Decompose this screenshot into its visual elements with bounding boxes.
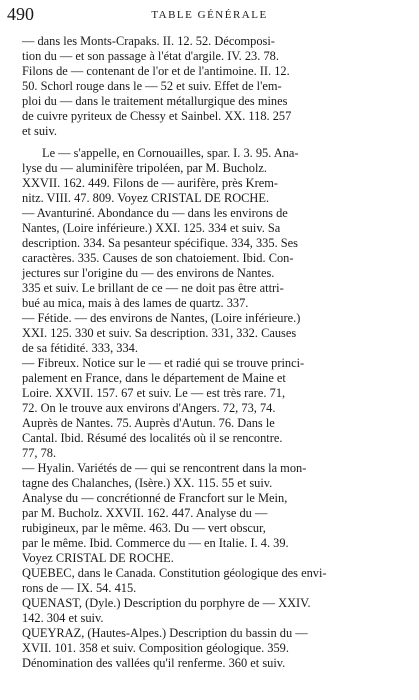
text-line: description. 334. Sa pesanteur spécifique. 334, 335. Ses <box>22 236 298 250</box>
text-line: Cantal. Ibid. Résumé des localités où il se rencontre. <box>22 431 283 445</box>
text-line: Analyse du — concrétionné de Francfort sur le Mein, <box>22 491 288 505</box>
entry-queyraz: QUEYRAZ, (Hautes-Alpes.) Description du bassin du — <box>22 626 308 640</box>
text-line: 142. 304 et suiv. <box>22 611 104 625</box>
text-line: rubigineux, par le même. 463. Du — vert obscur, <box>22 521 266 535</box>
text-line: lyse du — aluminifère tripoléen, par M. Bucholz. <box>22 161 267 175</box>
text-line: jectures sur l'origine du — des environs de Nantes. <box>22 266 275 280</box>
text-line: Nantes, (Loire inférieure.) XXI. 125. 334 et suiv. Sa <box>22 221 281 235</box>
entry-quebec: QUEBEC, dans le Canada. Constitution géologique des envi- <box>22 566 327 580</box>
entry-avanturine: — Avanturiné. Abondance du — dans les environs de <box>22 206 288 220</box>
text-line: par le même. Ibid. Commerce du — en Italie. I. 4. 39. <box>22 536 289 550</box>
text-line: Le — s'appelle, en Cornouailles, spar. I. 3. 95. Ana- <box>42 146 299 160</box>
text-line: — dans les Monts-Crapaks. II. 12. 52. Décomposi- <box>22 34 275 48</box>
text-line: XVII. 101. 358 et suiv. Composition géologique. 359. <box>22 641 289 655</box>
text-line: ploi du — dans le traitement métallurgique des mines <box>22 94 288 108</box>
running-title: TABLE GÉNÉRALE <box>151 9 268 21</box>
text-line: de cuivre pyriteux de Chessy et Sainbel. XX. 118. 257 <box>22 109 292 123</box>
text-line: palement en France, dans le département de Maine et <box>22 371 286 385</box>
running-header <box>0 4 419 26</box>
text-line: tion du — et son passage à l'état d'argile. IV. 23. 78. <box>22 49 279 63</box>
text-line: 50. Schorl rouge dans le — 52 et suiv. Effet de l'em- <box>22 79 282 93</box>
entry-fetide: — Fétide. — des environs de Nantes, (Loire inférieure.) <box>22 311 301 325</box>
text-line: XXVII. 162. 449. Filons de — aurifère, près Krem- <box>22 176 279 190</box>
entry-hyalin: — Hyalin. Variétés de — qui se rencontrent dans la mon- <box>22 461 307 475</box>
text-line: Auprès de Nantes. 75. Auprès d'Autun. 76. Dans le <box>22 416 275 430</box>
text-line: Voyez CRISTAL DE ROCHE. <box>22 551 174 565</box>
paragraph-gap <box>22 139 410 146</box>
text-line: bué au mica, mais à des lames de quartz. 337. <box>22 296 249 310</box>
text-line: Loire. XXVII. 157. 67 et suiv. Le — est très rare. 71, <box>22 386 286 400</box>
text-line: Filons de — contenant de l'or et de l'antimoine. II. 12. <box>22 64 290 78</box>
text-line: nitz. VIII. 47. 809. Voyez CRISTAL DE ROCHE. <box>22 191 270 205</box>
text-line: et suiv. <box>22 124 57 138</box>
text-line: caractères. 335. Causes de son chatoiement. Ibid. Con- <box>22 251 294 265</box>
text-line: 72. On le trouve aux environs d'Angers. 72, 73, 74. <box>22 401 276 415</box>
text-line: rons de — IX. 54. 415. <box>22 581 137 595</box>
text-line: Dénomination des vallées qu'il renferme. 360 et suiv. <box>22 656 286 670</box>
entry-quenast: QUENAST, (Dyle.) Description du porphyre de — XXIV. <box>22 596 311 610</box>
text-line: 335 et suiv. Le brillant de ce — ne doit pas être attri- <box>22 281 284 295</box>
index-text <box>22 34 410 671</box>
text-line: tagne des Chalanches, (Isère.) XX. 115. 55 et suiv. <box>22 476 273 490</box>
text-line: de sa fétidité. 333, 334. <box>22 341 138 355</box>
text-line: par M. Bucholz. XXVII. 162. 447. Analyse du — <box>22 506 268 520</box>
text-line: XXI. 125. 330 et suiv. Sa description. 331, 332. Causes <box>22 326 297 340</box>
entry-fibreux: — Fibreux. Notice sur le — et radié qui se trouve princi- <box>22 356 305 370</box>
text-line: 77, 78. <box>22 446 57 460</box>
page-number: 490 <box>7 4 34 24</box>
